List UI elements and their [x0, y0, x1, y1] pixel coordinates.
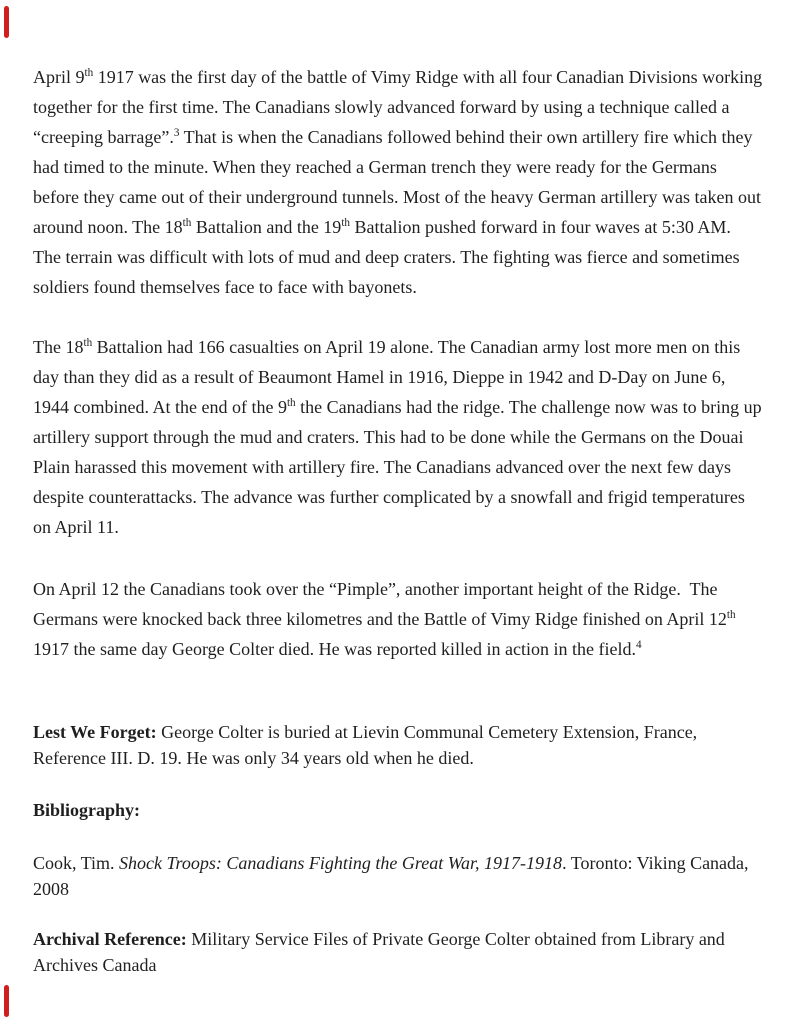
- margin-marker-top: [4, 6, 9, 38]
- heading-bibliography: Bibliography:: [33, 800, 141, 820]
- paragraph-casualties: The 18th Battalion had 166 casualties on April 19 alone. The Canadian army lost more men on this day than they did as a result of Beaumont Hamel in 1916, Dieppe in 1942 and D-Day on June 6, 1944 combined. At the end of the 9th the Canadians had the ridge. The challenge now was to bring up artillery support through the mud and craters. This had to be done while the Germans on the Douai Plain harassed this movement with artillery fire. The Canadians advanced over the next few days despite counterattacks. The advance was further complicated by a snowfall and frigid temperatures on April 11.: [33, 337, 767, 537]
- paragraph-vimy-day-one: April 9th 1917 was the first day of the battle of Vimy Ridge with all four Canadian Divisions working together for the first time. The Canadians slowly advanced forward by using a technique called a “creeping barrage”.$^3$ That is when the Canadians followed behind their own artillery fire which they had timed to the minute. When they reached a German trench they were ready for the Germans before they came out of their underground tunnels. Most of the heavy German artillery was taken out around noon. The 18th Battalion and the 19th Battalion pushed forward in four waves at 5:30 AM. The terrain was difficult with lots of mud and deep craters. The fighting was fierce and sometimes soldiers found themselves face to face with bayonets.: [33, 67, 767, 297]
- margin-marker-bottom: [4, 985, 9, 1017]
- paragraph-archival-reference: Archival Reference: Military Service Files of Private George Colter obtained from Library and Archives Canada: [33, 929, 729, 975]
- document-body: [33, 0, 767, 978]
- paragraph-lest-we-forget: Lest We Forget: George Colter is buried at Lievin Communal Cemetery Extension, France, Reference III. D. 19. He was only 34 years old when he died.: [33, 722, 702, 768]
- paragraph-pimple-april12: On April 12 the Canadians took over the “Pimple”, another important height of the Ridge. The Germans were knocked back three kilometres and the Battle of Vimy Ridge finished on April 12th 1917 the same day George Colter died. He was reported killed in action in the field.$^4$: [33, 579, 741, 659]
- citation-cook: Cook, Tim. Shock Troops: Canadians Fighting the Great War, 1917-1918. Toronto: Viking Canada, 2008: [33, 853, 754, 899]
